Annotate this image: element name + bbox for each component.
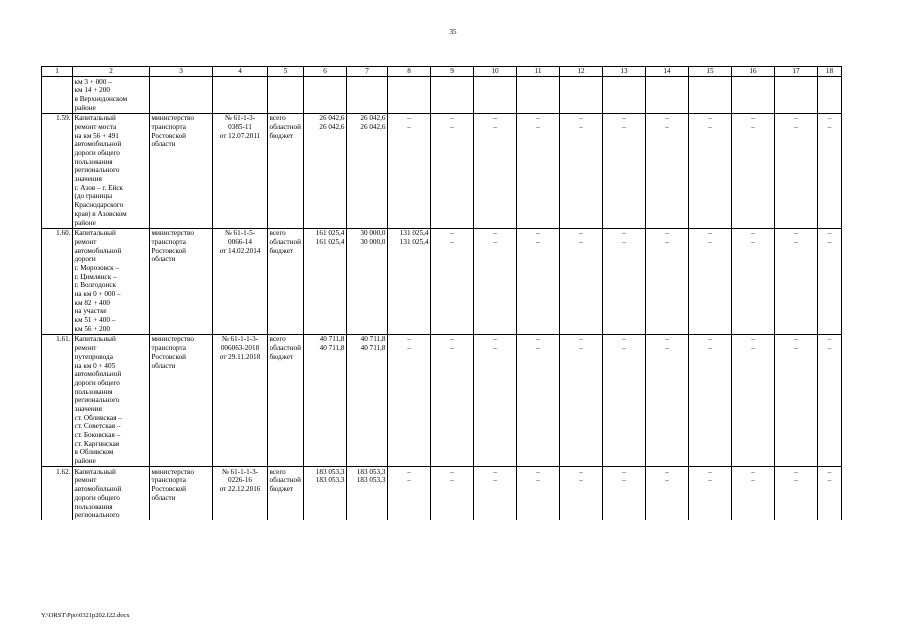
dash: – <box>493 237 497 246</box>
cell-line: Ростовской <box>151 352 187 361</box>
cell-line: 30 000,0 <box>360 229 386 238</box>
dash: – <box>794 335 798 344</box>
cell-line: (до границы <box>74 192 113 201</box>
cell-num <box>42 77 73 114</box>
cell-line: км 14 + 200 <box>74 86 110 95</box>
cell-line: путепровода <box>74 352 113 361</box>
cell-line: регионального <box>74 166 120 175</box>
dash: – <box>751 476 755 485</box>
dash: – <box>622 237 626 246</box>
cell-line: области <box>151 361 176 370</box>
column-number-row <box>42 67 842 77</box>
year-value <box>388 467 431 521</box>
cell-line: Капитальный <box>74 114 116 123</box>
dash: – <box>751 114 755 123</box>
column-number: 4 <box>213 67 268 77</box>
cell-line: 26 042,6 <box>319 114 345 123</box>
cell-line: всего <box>269 335 286 344</box>
empty-value <box>775 467 818 521</box>
cell-line: министерство <box>151 229 194 238</box>
cell-line: пользования <box>74 157 113 166</box>
cell-line: 40 711,8 <box>360 344 386 353</box>
cell-line: – <box>407 467 411 476</box>
column-number: 9 <box>431 67 474 77</box>
cell-line: областной <box>269 344 301 353</box>
dash: – <box>450 344 454 353</box>
total-value <box>304 228 347 334</box>
empty-value <box>732 467 775 521</box>
empty-value <box>560 467 603 521</box>
object-name <box>73 228 150 334</box>
empty-value <box>474 228 517 334</box>
dash: – <box>450 229 454 238</box>
cell-line: Ростовской <box>151 131 187 140</box>
cell-line: ремонт <box>74 237 97 246</box>
row-number: 1.61. <box>42 334 73 466</box>
dash: – <box>493 344 497 353</box>
object-name <box>73 467 150 521</box>
cell-line: министерство <box>151 335 194 344</box>
cell-line: от 22.12.2016 <box>219 485 261 494</box>
cell-line: 40 711,8 <box>319 344 345 353</box>
empty-value <box>646 334 689 466</box>
cell-line: км 3 + 000 – <box>74 77 112 86</box>
continuation-row <box>42 77 842 114</box>
cell-line: ст. Боковская – <box>74 431 121 439</box>
dash: – <box>536 467 540 476</box>
cell-line: значения <box>74 175 102 184</box>
cell-line: районе <box>74 218 96 227</box>
funding-source <box>268 467 304 521</box>
cell-line: автомобильной <box>74 140 122 149</box>
table-row <box>42 113 842 228</box>
dash: – <box>450 237 454 246</box>
dash: – <box>794 467 798 476</box>
cell-line: всего <box>269 114 286 123</box>
footer-file-path: Y:\ORST\Ppo\0321p202.f22.docx <box>41 612 130 619</box>
empty-value <box>732 334 775 466</box>
cell-line: 183 053,3 <box>315 467 345 476</box>
dash: – <box>665 229 669 238</box>
cell-line: дороги общего <box>74 149 120 157</box>
cell-line: ст. Советская – <box>74 422 121 431</box>
cell-line: № 61-1-1-3- <box>221 467 259 476</box>
cell-line: 006063-2018 <box>220 344 260 353</box>
cell-line: пользования <box>74 387 113 396</box>
cell-line: районе <box>74 457 96 466</box>
dash: – <box>579 335 583 344</box>
cell-line: регионального <box>74 511 120 520</box>
cell-line: от 14.02.2014 <box>219 246 261 255</box>
empty-value <box>689 334 732 466</box>
cell-line: от 29.11.2018 <box>219 352 261 361</box>
cell-line: транспорта <box>151 476 186 485</box>
cell-line: на участке <box>74 307 107 316</box>
cell-line: – <box>407 122 411 131</box>
cell-line: бюджет <box>269 352 294 361</box>
cell-line: в Верхнедонском <box>74 94 128 103</box>
column-number: 16 <box>732 67 775 77</box>
cell-line: Ростовской <box>151 246 187 255</box>
design-document <box>213 334 268 466</box>
cell-line: автомобильной <box>74 485 122 494</box>
dash: – <box>751 467 755 476</box>
column-number: 7 <box>347 67 388 77</box>
dash: – <box>665 335 669 344</box>
cell-line: на км 56 + 491 <box>74 131 119 140</box>
dash: – <box>450 335 454 344</box>
row-number: 1.59. <box>42 113 73 228</box>
column-number: 2 <box>73 67 150 77</box>
dash: – <box>622 467 626 476</box>
dash: – <box>579 467 583 476</box>
dash: – <box>536 476 540 485</box>
column-number: 8 <box>388 67 431 77</box>
dash: – <box>665 122 669 131</box>
cell-line: всего <box>269 467 286 476</box>
dash: – <box>708 476 712 485</box>
empty-value <box>603 334 646 466</box>
empty-value <box>560 334 603 466</box>
dash: – <box>536 237 540 246</box>
cell-line: Капитальный <box>74 467 116 476</box>
empty-value <box>818 228 842 334</box>
dash: – <box>794 344 798 353</box>
empty-value <box>517 467 560 521</box>
empty-value <box>775 334 818 466</box>
total-value <box>304 334 347 466</box>
funding-source <box>268 334 304 466</box>
cell-line: – <box>407 344 411 353</box>
cell-line: № 61-1-1-3- <box>221 335 259 344</box>
cell-line: – <box>407 114 411 123</box>
cell-line: 183 053,3 <box>315 476 345 485</box>
cell-line: 183 053,3 <box>356 476 386 485</box>
cell-line: края) в Азовском <box>74 209 127 218</box>
dash: – <box>827 344 832 353</box>
cell-line: министерство <box>151 467 194 476</box>
cell-line: г. Морозовск – <box>74 263 120 272</box>
cell-line: на км 0 + 405 <box>74 361 116 370</box>
empty-value <box>818 334 842 466</box>
year-value <box>388 113 431 228</box>
empty-value <box>732 113 775 228</box>
column-number: 17 <box>775 67 818 77</box>
design-document <box>213 228 268 334</box>
column-number: 13 <box>603 67 646 77</box>
cell-line: бюджет <box>269 131 294 140</box>
empty-value <box>775 228 818 334</box>
year-value <box>347 334 388 466</box>
funding-source <box>268 228 304 334</box>
empty-value <box>431 113 474 228</box>
cell-line: дороги общего <box>74 378 120 387</box>
dash: – <box>751 122 755 131</box>
empty-value <box>517 228 560 334</box>
cell-line: дороги общего <box>74 493 120 502</box>
dash: – <box>622 344 626 353</box>
dash: – <box>536 229 540 238</box>
dash: – <box>622 122 626 131</box>
cell-line: 131 025,4 <box>399 229 429 238</box>
dash: – <box>450 467 454 476</box>
cell-line: № 61-1-3- <box>224 114 256 123</box>
dash: – <box>827 122 832 131</box>
dash: – <box>794 229 798 238</box>
cell-line: регионального <box>74 396 120 405</box>
cell-line: транспорта <box>151 237 186 246</box>
dash: – <box>665 344 669 353</box>
cell-line: значения <box>74 404 102 413</box>
cell-line: бюджет <box>269 246 294 255</box>
dash: – <box>579 114 583 123</box>
year-value <box>347 467 388 521</box>
dash: – <box>827 114 832 123</box>
cell-line: 26 042,6 <box>360 122 386 131</box>
cell-line: автомобильной <box>74 246 122 255</box>
cell-line: 0226-16 <box>228 476 252 485</box>
cell-line: областной <box>269 476 301 485</box>
design-document <box>213 467 268 521</box>
cell-line: бюджет <box>269 485 294 494</box>
dash: – <box>579 229 583 238</box>
cell-line: ст. Обливская – <box>74 413 122 422</box>
year-value <box>388 334 431 466</box>
cell-line: от 12.07.2011 <box>219 131 261 140</box>
dash: – <box>493 476 497 485</box>
dash: – <box>708 237 712 246</box>
cell-line: г. Цимлянск – <box>74 272 117 281</box>
dash: – <box>622 476 626 485</box>
column-number: 3 <box>150 67 213 77</box>
dash: – <box>708 114 712 123</box>
cell-line: районе <box>74 103 96 112</box>
cell-line: Капитальный <box>74 335 116 344</box>
dash: – <box>794 122 798 131</box>
object-name <box>73 113 150 228</box>
cell-line: 26 042,6 <box>360 114 386 123</box>
cell-line: министерство <box>151 114 194 123</box>
dash: – <box>579 122 583 131</box>
dash: – <box>708 122 712 131</box>
empty-value <box>474 467 517 521</box>
dash: – <box>751 335 755 344</box>
dash: – <box>622 335 626 344</box>
cell-line: г. Азов – г. Ейск <box>74 183 124 192</box>
row-number: 1.62. <box>42 467 73 521</box>
year-value <box>347 228 388 334</box>
cell-line: 0066-14 <box>228 237 252 246</box>
dash: – <box>794 114 798 123</box>
total-value <box>304 467 347 521</box>
cell-line: 161 025,4 <box>315 229 345 238</box>
year-value <box>347 113 388 228</box>
dash: – <box>827 467 832 476</box>
dash: – <box>708 229 712 238</box>
dash: – <box>751 229 755 238</box>
empty-value <box>732 228 775 334</box>
cell-line: на км 0 + 000 – <box>74 290 121 298</box>
dash: – <box>708 344 712 353</box>
dash: – <box>536 344 540 353</box>
object-name <box>73 334 150 466</box>
cell-line: области <box>151 140 176 149</box>
dash: – <box>751 237 755 246</box>
empty-value <box>646 113 689 228</box>
column-number: 12 <box>560 67 603 77</box>
dash: – <box>751 344 755 353</box>
dash: – <box>493 229 497 238</box>
customer <box>150 228 213 334</box>
column-number: 11 <box>517 67 560 77</box>
empty-value <box>560 113 603 228</box>
dash: – <box>794 476 798 485</box>
cell-line: г. Волгодонск <box>74 281 117 290</box>
column-number: 15 <box>689 67 732 77</box>
budget-table <box>41 66 842 520</box>
dash: – <box>827 229 832 238</box>
cell-line: областной <box>269 237 301 246</box>
empty-value <box>646 228 689 334</box>
cell-line: Краснодарского <box>74 201 124 210</box>
dash: – <box>536 122 540 131</box>
dash: – <box>665 114 669 123</box>
empty-value <box>689 113 732 228</box>
cell-line: 161 025,4 <box>315 237 345 246</box>
dash: – <box>536 114 540 123</box>
empty-value <box>560 228 603 334</box>
row-number: 1.60. <box>42 228 73 334</box>
cell-line: 131 025,4 <box>399 237 429 246</box>
dash: – <box>794 237 798 246</box>
dash: – <box>827 335 832 344</box>
column-number: 1 <box>42 67 73 77</box>
dash: – <box>827 237 832 246</box>
column-number: 6 <box>304 67 347 77</box>
page-number: 35 <box>449 28 457 36</box>
dash: – <box>450 122 454 131</box>
cell-line: транспорта <box>151 344 186 353</box>
cell-line: транспорта <box>151 122 186 131</box>
cell-line: области <box>151 255 176 264</box>
table-row <box>42 228 842 334</box>
dash: – <box>665 237 669 246</box>
cell-line: 26 042,6 <box>319 122 345 131</box>
empty-value <box>474 334 517 466</box>
cell-name <box>73 77 150 114</box>
cell-line: км 82 + 400 <box>74 298 110 307</box>
dash: – <box>827 476 832 485</box>
column-number: 5 <box>268 67 304 77</box>
dash: – <box>622 229 626 238</box>
cell-line: 30 000,0 <box>360 237 386 246</box>
empty-value <box>517 334 560 466</box>
customer <box>150 467 213 521</box>
cell-line: в Обливском <box>74 448 114 457</box>
cell-line: – <box>407 476 411 485</box>
empty-value <box>603 228 646 334</box>
cell-line: дороги <box>74 255 96 264</box>
design-document <box>213 113 268 228</box>
cell-line: Капитальный <box>74 229 116 238</box>
customer <box>150 334 213 466</box>
cell-line: ремонт моста <box>74 122 117 131</box>
dash: – <box>493 114 497 123</box>
table-row <box>42 334 842 466</box>
cell-line: ст. Каргинская <box>74 439 120 448</box>
empty-value <box>689 228 732 334</box>
cell-line: 0385-11 <box>228 122 252 131</box>
empty-value <box>603 467 646 521</box>
dash: – <box>665 476 669 485</box>
empty-value <box>818 113 842 228</box>
cell-line: ремонт <box>74 476 97 485</box>
cell-line: № 61-1-5- <box>224 229 256 238</box>
empty-value <box>431 334 474 466</box>
cell-line: 40 711,8 <box>360 335 386 344</box>
column-number: 18 <box>818 67 842 77</box>
empty-value <box>474 113 517 228</box>
dash: – <box>450 476 454 485</box>
table-row <box>42 467 842 521</box>
dash: – <box>665 467 669 476</box>
cell-line: км 56 + 200 <box>74 324 110 333</box>
dash: – <box>450 114 454 123</box>
column-number: 10 <box>474 67 517 77</box>
empty-value <box>818 467 842 521</box>
cell-line: всего <box>269 229 286 238</box>
dash: – <box>493 122 497 131</box>
dash: – <box>579 237 583 246</box>
cell-line: области <box>151 493 176 502</box>
cell-line: ремонт <box>74 344 97 353</box>
dash: – <box>579 476 583 485</box>
cell-line: км 51 + 400 – <box>74 316 116 325</box>
dash: – <box>536 335 540 344</box>
dash: – <box>493 467 497 476</box>
dash: – <box>622 114 626 123</box>
total-value <box>304 113 347 228</box>
empty-value <box>431 467 474 521</box>
empty-value <box>775 113 818 228</box>
cell-line: 183 053,3 <box>356 467 386 476</box>
funding-source <box>268 113 304 228</box>
empty-value <box>431 228 474 334</box>
customer <box>150 113 213 228</box>
column-number: 14 <box>646 67 689 77</box>
year-value <box>388 228 431 334</box>
dash: – <box>493 335 497 344</box>
cell-line: – <box>407 335 411 344</box>
dash: – <box>708 467 712 476</box>
empty-value <box>603 113 646 228</box>
empty-value <box>689 467 732 521</box>
cell-line: 40 711,8 <box>319 335 345 344</box>
cell-line: Ростовской <box>151 485 187 494</box>
cell-line: пользования <box>74 502 113 511</box>
dash: – <box>579 344 583 353</box>
cell-line: автомобильной <box>74 370 122 379</box>
empty-value <box>646 467 689 521</box>
cell-line: областной <box>269 122 301 131</box>
dash: – <box>708 335 712 344</box>
empty-value <box>517 113 560 228</box>
